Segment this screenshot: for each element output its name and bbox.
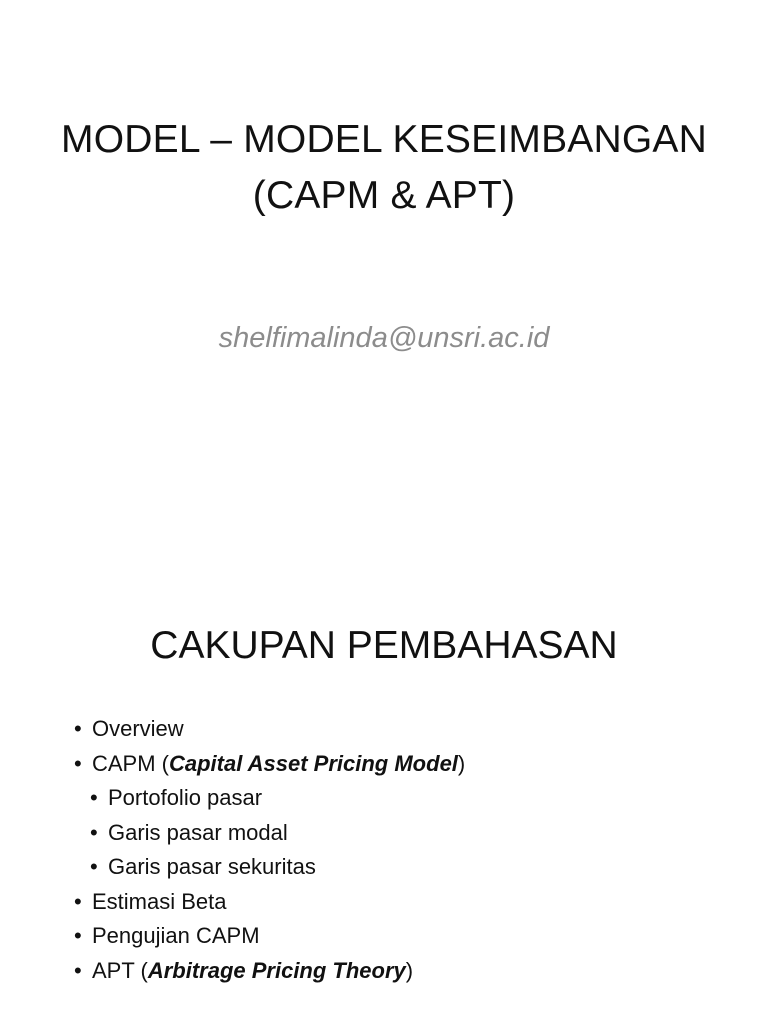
bullet-dot: • <box>90 854 98 879</box>
bullet-dot: • <box>74 888 82 914</box>
contents-heading: CAKUPAN PEMBAHASAN <box>150 624 618 667</box>
item-text: Estimasi Beta <box>92 888 227 914</box>
bullet-dot: • <box>74 716 82 741</box>
bullet-dot: • <box>74 923 82 948</box>
item-text: Portofolio pasar <box>108 785 263 810</box>
list-item-apt <box>74 954 465 989</box>
author-email: shelfimalinda@unsri.ac.id <box>218 322 550 354</box>
bullet-dot: • <box>74 750 82 776</box>
title-line-2: (CAPM & APT) <box>252 174 516 217</box>
list-subitem-portofolio <box>74 781 465 816</box>
list-subitem-garis-sekuritas <box>74 850 465 885</box>
item-text-suffix: ) <box>405 957 414 983</box>
item-text: Overview <box>92 716 184 741</box>
list-item-overview <box>74 712 465 747</box>
bullet-dot: • <box>90 819 98 845</box>
slide-title <box>0 112 768 224</box>
contents-list <box>74 712 465 988</box>
list-item-estimasi <box>74 885 465 920</box>
contents-slide <box>0 512 768 1024</box>
list-item-pengujian <box>74 919 465 954</box>
item-text: Garis pasar modal <box>108 819 288 845</box>
item-text-suffix: ) <box>457 750 466 776</box>
item-text: Garis pasar sekuritas <box>108 854 316 879</box>
title-line-1: MODEL – MODEL KESEIMBANGAN <box>61 118 707 161</box>
item-text-prefix: CAPM ( <box>92 750 169 776</box>
item-text-prefix: APT ( <box>92 957 148 983</box>
bullet-dot: • <box>90 785 98 810</box>
bullet-dot: • <box>74 957 82 983</box>
item-text: Pengujian CAPM <box>92 923 260 948</box>
item-text-emphasis: Arbitrage Pricing Theory <box>147 957 406 983</box>
list-subitem-garis-modal <box>74 816 465 851</box>
item-text-emphasis: Capital Asset Pricing Model <box>169 750 458 776</box>
list-item-capm <box>74 747 465 782</box>
